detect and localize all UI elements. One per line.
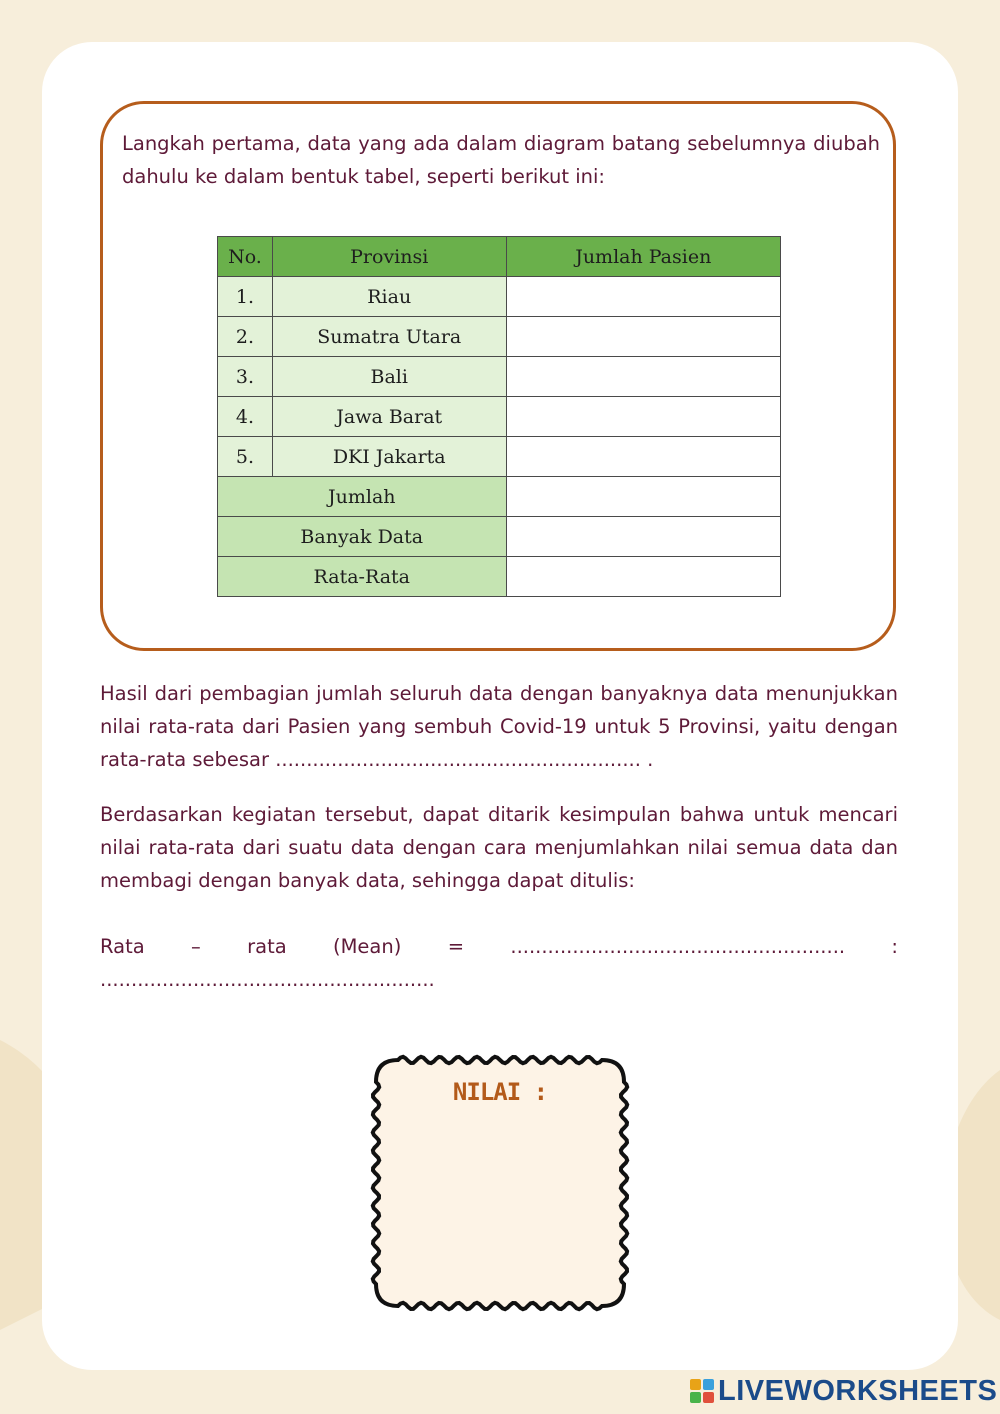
score-label: NILAI : [452,1078,548,1106]
row-number: 2. [218,317,273,357]
header-patients: Jumlah Pasien [506,237,780,277]
patients-answer-cell[interactable] [506,397,780,437]
patients-table [217,236,781,597]
row-number: 5. [218,437,273,477]
table-header-row [218,237,781,277]
brand-name: LIVEWORKSHEETS [718,1374,998,1407]
patients-answer-cell[interactable] [506,437,780,477]
total-answer-cell[interactable] [506,477,780,517]
table-row [218,277,781,317]
province-name: Jawa Barat [272,397,506,437]
province-name: Bali [272,357,506,397]
row-number: 3. [218,357,273,397]
row-number: 4. [218,397,273,437]
summary-row-mean [218,557,781,597]
header-province: Provinsi [272,237,506,277]
count-answer-cell[interactable] [506,517,780,557]
province-name: Sumatra Utara [272,317,506,357]
total-label: Jumlah [218,477,507,517]
liveworksheets-brand [690,1373,997,1409]
mean-answer-cell[interactable] [506,557,780,597]
row-number: 1. [218,277,273,317]
table-row [218,317,781,357]
province-name: DKI Jakarta [272,437,506,477]
patients-answer-cell[interactable] [506,357,780,397]
count-label: Banyak Data [218,517,507,557]
province-name: Riau [272,277,506,317]
mean-label: Rata-Rata [218,557,507,597]
summary-row-total [218,477,781,517]
conclusion-paragraph: Berdasarkan kegiatan tersebut, dapat ditarik kesimpulan bahwa untuk mencari nilai rata-rata dari suatu data dengan cara menjumlahkan nilai semua data dan membagi dengan banyak data, sehingga dapat ditulis: [100,803,898,892]
liveworksheets-logo-icon [690,1379,714,1403]
table-row [218,437,781,477]
patients-answer-cell[interactable] [506,317,780,357]
patients-answer-cell[interactable] [506,277,780,317]
mean-formula: Rata – rata (Mean) = ...................................................... : ...................................................... [100,935,898,991]
summary-row-count [218,517,781,557]
table-row [218,397,781,437]
intro-text: Langkah pertama, data yang ada dalam diagram batang sebelumnya diubah dahulu ke dalam bentuk tabel, seperti berikut ini: [122,132,880,188]
table-row [218,357,781,397]
result-paragraph: Hasil dari pembagian jumlah seluruh data dengan banyaknya data menunjukkan nilai rata-rata dari Pasien yang sembuh Covid-19 untuk 5 Provinsi, yaitu dengan rata-rata sebesar ........................................................... . [100,682,898,771]
header-no: No. [218,237,273,277]
